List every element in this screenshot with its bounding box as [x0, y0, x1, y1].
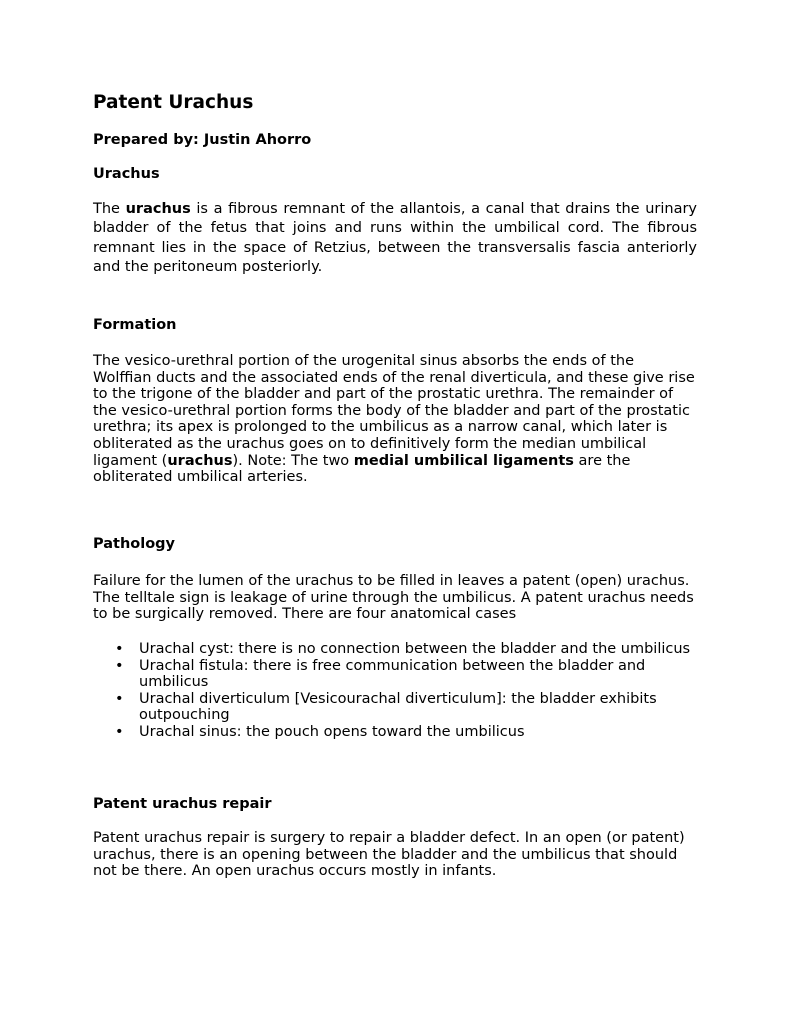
bullet-icon: •	[115, 723, 124, 740]
list-item	[93, 658, 697, 691]
list-item	[93, 641, 697, 658]
formation-text-1: The vesico-urethral portion of the urogenital sinus absorbs the ends of the Wolffian ducts and the associated ends of the renal diverticula, and these give rise to the trigone of the bladder and part of the prostatic urethra. The remainder of the vesico-urethral portion forms the body of the bladder and part of the prostatic urethra; its apex is prolonged to the umbilicus as a narrow canal, which later is obliterated as the urachus goes on to definitively form the median umbilical ligament (	[93, 353, 695, 469]
prepared-by: Prepared by: Justin Ahorro	[93, 132, 312, 148]
formation-paragraph	[93, 353, 697, 486]
heading-pathology: Pathology	[93, 536, 176, 552]
bullet-icon: •	[115, 690, 124, 707]
formation-bold-ligaments: medial umbilical ligaments	[353, 452, 574, 469]
urachus-paragraph	[93, 200, 697, 277]
heading-formation: Formation	[93, 317, 177, 333]
case-text: Urachal cyst: there is no connection between the bladder and the umbilicus	[139, 641, 691, 657]
case-text: Urachal fistula: there is free communication between the bladder and umbilicus	[139, 657, 646, 691]
repair-paragraph: Patent urachus repair is surgery to repair a bladder defect. In an open (or patent) urachus, there is an opening between the bladder and the umbilicus that should not be there. An open urachus occurs mostly in infants.	[93, 830, 685, 880]
case-text: Urachal diverticulum [Vesicourachal diverticulum]: the bladder exhibits outpouching	[139, 690, 657, 724]
pathology-paragraph: Failure for the lumen of the urachus to be filled in leaves a patent (open) urachus. The telltale sign is leakage of urine through the umbilicus. A patent urachus needs to be surgically removed. There are four anatomical cases	[93, 573, 694, 623]
urachus-bold-term: urachus	[125, 201, 191, 217]
urachus-text-1: The	[93, 201, 126, 217]
bullet-icon: •	[115, 641, 124, 657]
urachus-text-2: is a fibrous remnant of the allantois, a canal that drains the urinary bladder of the fetus that joins and runs within the umbilical cord. The fibrous remnant lies in the space of Retzius, between the transversalis fascia anteriorly and the peritoneum posteriorly.	[93, 201, 697, 275]
heading-urachus: Urachus	[93, 166, 160, 182]
document-title: Patent Urachus	[93, 92, 254, 113]
heading-repair: Patent urachus repair	[93, 796, 272, 812]
formation-bold-urachus: urachus	[167, 452, 233, 469]
list-item	[93, 724, 697, 741]
case-text: Urachal sinus: the pouch opens toward the umbilicus	[139, 723, 525, 740]
formation-text-3: are the obliterated umbilical arteries.	[93, 452, 631, 486]
bullet-icon: •	[115, 657, 124, 674]
formation-text-2: ). Note: The two	[232, 452, 354, 469]
list-item	[93, 691, 697, 724]
anatomical-cases-list	[93, 641, 697, 741]
